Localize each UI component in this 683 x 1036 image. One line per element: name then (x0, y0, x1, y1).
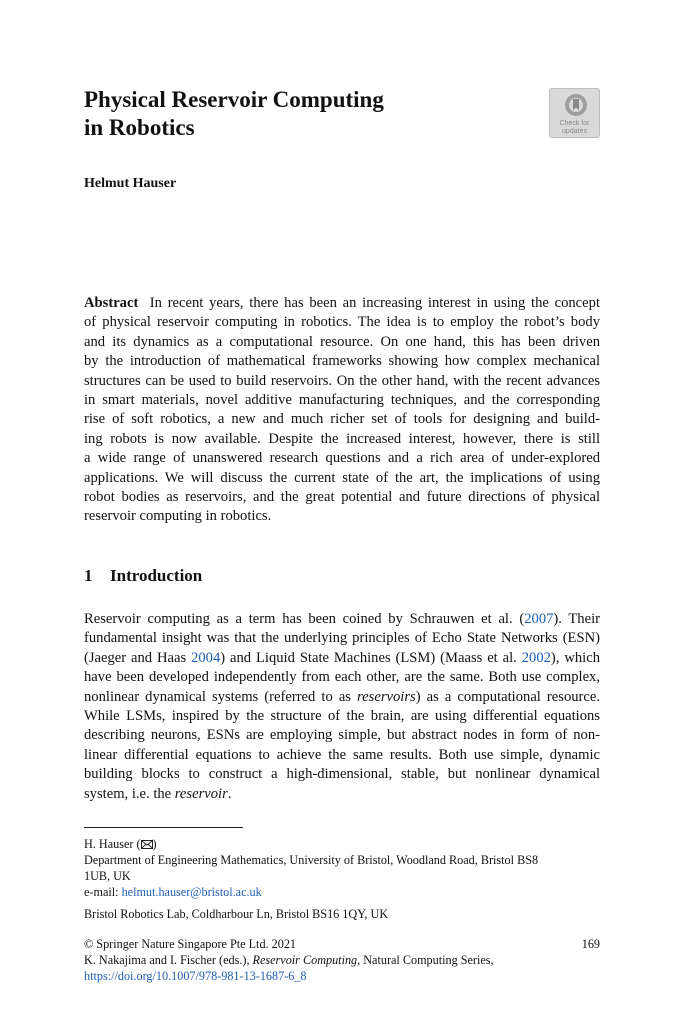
abstract (84, 294, 600, 527)
abstract-line: ing robots is now available. Despite the increased interest, however, there is still (84, 430, 600, 447)
bookmark-icon (563, 93, 589, 117)
abstract-line: applications. We will discuss the current state of the art, the implications of using (84, 469, 600, 486)
intro-line: building blocks to construct a high-dimensional, stable, but nonlinear dynamical (84, 766, 600, 783)
copyright-line: © Springer Nature Singapore Pte Ltd. 2021 (84, 937, 297, 951)
abstract-line: rise of soft robotics, a new and much richer set of tools for designing and build- (84, 411, 600, 428)
emphasis: reservoirs (357, 688, 416, 705)
footnote-affiliation-2: Bristol Robotics Lab, Coldharbour Ln, Bristol BS16 1QY, UK (84, 907, 389, 921)
intro-line: describing neurons, ESNs are employing simple, but abstract nodes in form of non- (84, 727, 600, 744)
footnote-affiliation: 1UB, UK (84, 869, 131, 883)
citation-link[interactable]: 2002 (521, 649, 551, 666)
citation-link[interactable]: 2007 (524, 611, 554, 627)
author-name: Helmut Hauser (84, 176, 177, 191)
abstract-label: Abstract (84, 295, 139, 311)
doi-link[interactable]: https://doi.org/10.1007/978-981-13-1687-6_8 (84, 969, 307, 983)
chapter-title-line-2: in Robotics (84, 115, 195, 140)
section-heading (84, 566, 202, 586)
abstract-line: robot bodies as reservoirs, and the great potential and future directions of physical (84, 489, 600, 506)
badge-line-2: updates (562, 128, 587, 135)
intro-line: Reservoir computing as a term has been coined by Schrauwen et al. (2007). Their (84, 611, 601, 627)
emphasis: reservoir (174, 785, 228, 802)
abstract-line: a wide range of unanswered research questions and a rich area of under-explored (84, 450, 600, 467)
badge-line-1: Check for (559, 120, 590, 127)
footnote-author: H. Hauser ( ) (84, 837, 157, 851)
section-number: 1 (84, 566, 93, 585)
intro-line: While LSMs, inspired by the structure of the brain, are using differential equations (84, 708, 600, 725)
book-title: Reservoir Computing (252, 953, 358, 967)
abstract-line: reservoir computing in robotics. (84, 508, 272, 525)
footnote-rule (84, 827, 243, 828)
email-link[interactable]: helmut.hauser@bristol.ac.uk (121, 885, 262, 899)
abstract-line: in smart materials, novel additive manufacturing techniques, and the corresponding (84, 392, 600, 409)
introduction-paragraph (84, 610, 600, 804)
abstract-line: by the introduction of mathematical frameworks showing how complex mechanical (84, 353, 600, 370)
publication-info (84, 936, 604, 984)
check-for-updates-badge[interactable] (549, 88, 600, 138)
section-title: Introduction (110, 566, 203, 585)
author-footnote (84, 836, 604, 900)
intro-line: have been developed independently from each other, are the same. Both use complex, (84, 669, 600, 686)
intro-line: system, i.e. the reservoir. (84, 785, 232, 802)
footnote-affiliation: Department of Engineering Mathematics, University of Bristol, Woodland Road, Bristol BS8 (84, 853, 539, 867)
footnote-email: e-mail: helmut.hauser@bristol.ac.uk (84, 885, 262, 899)
intro-line: linear differential equations to achieve the same results. Both use simple, dynamic (84, 746, 600, 763)
envelope-icon (141, 840, 153, 849)
citation-link[interactable]: 2004 (191, 649, 221, 666)
editors-line: K. Nakajima and I. Fischer (eds.), Reservoir Computing, Natural Computing Series, (84, 953, 494, 967)
abstract-line (84, 294, 600, 313)
intro-line: fundamental insight was that the underlying principles of Echo State Networks (ESN) (84, 630, 600, 647)
abstract-line: and its dynamics as a computational resource. On one hand, this has been driven (84, 333, 600, 350)
page-number: 169 (581, 937, 600, 951)
abstract-line: structures can be used to build reservoirs. On the other hand, with the recent advances (84, 372, 600, 389)
chapter-title (84, 86, 504, 142)
intro-line: (Jaeger and Haas 2004) and Liquid State Machines (LSM) (Maass et al. 2002), which (84, 649, 600, 666)
intro-line: nonlinear dynamical systems (referred to as reservoirs) as a computational resource. (84, 688, 600, 705)
doi-line (84, 968, 604, 984)
chapter-title-line-1: Physical Reservoir Computing (84, 87, 384, 112)
abstract-line: of physical reservoir computing in robotics. The idea is to employ the robot’s body (84, 314, 600, 331)
abstract-text: In recent years, there has been an increasing interest in using the concept (149, 295, 600, 311)
